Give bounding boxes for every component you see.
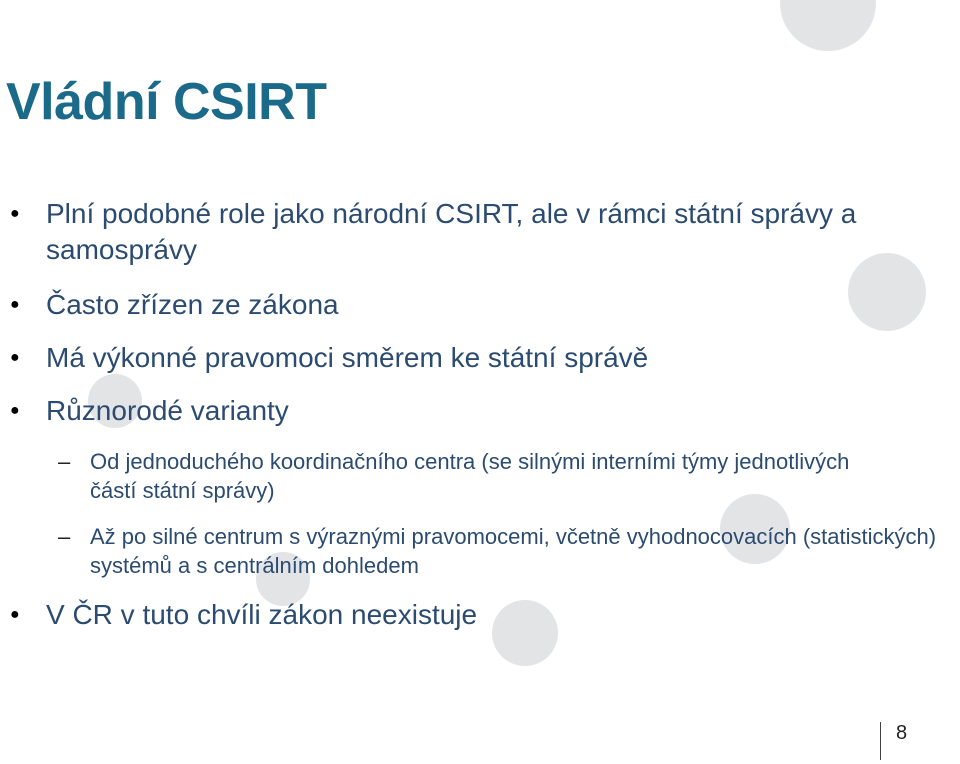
bullet-text: Plní podobné role jako národní CSIRT, ale v rámci státní správy a samosprávy	[46, 198, 857, 265]
decor-circle-top-right	[780, 0, 876, 51]
bullet-item	[10, 340, 910, 376]
bullet-dot-icon: ●	[10, 349, 20, 366]
dash-icon: –	[58, 524, 71, 549]
bullet-item	[10, 393, 910, 429]
bullet-text: Často zřízen ze zákona	[46, 289, 339, 320]
bullet-dot-icon: ●	[10, 205, 20, 222]
bullet-item	[10, 597, 910, 633]
sub-bullet-text: Až po silné centrum s výraznými pravomocemi, včetně vyhodnocovacích (statistických) systémů a s centrálním dohledem	[90, 524, 937, 578]
sub-bullet-text: Od jednoduchého koordinačního centra (se silnými interními týmy jednotlivých částí státní správy)	[90, 449, 850, 503]
slide-title: Vládní CSIRT	[6, 73, 327, 131]
sub-bullet-item	[58, 522, 948, 580]
bullet-dot-icon: ●	[10, 402, 20, 419]
bullet-text: Má výkonné pravomoci směrem ke státní správě	[46, 342, 649, 373]
page-number-divider	[880, 722, 881, 760]
bullet-item	[10, 196, 910, 268]
bullet-item	[10, 287, 910, 323]
page-number: 8	[896, 722, 908, 744]
bullet-text: Různorodé varianty	[46, 395, 289, 426]
bullet-dot-icon: ●	[10, 606, 20, 623]
bullet-dot-icon: ●	[10, 296, 20, 313]
sub-bullet-item	[58, 447, 888, 505]
dash-icon: –	[58, 449, 71, 474]
bullet-text: V ČR v tuto chvíli zákon neexistuje	[46, 599, 478, 630]
